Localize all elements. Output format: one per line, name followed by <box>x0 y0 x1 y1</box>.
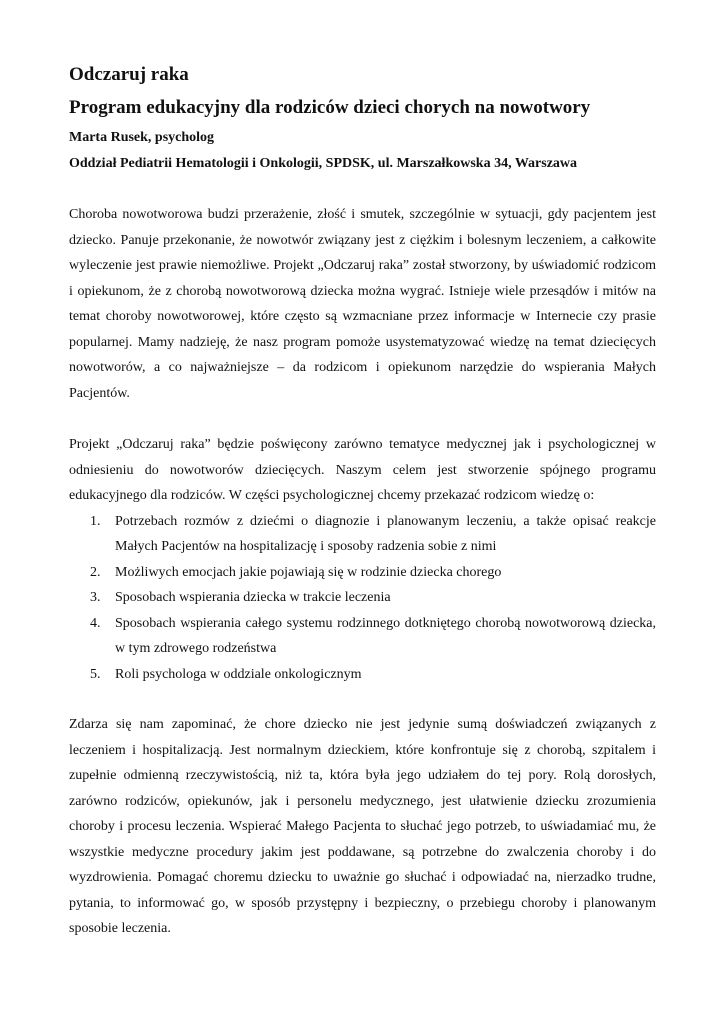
list-item-number: 5. <box>90 666 101 682</box>
paragraph-support: Zdarza się nam zapominać, że chore dziecko nie jest jedynie sumą doświadczeń związanych z leczeniem i hospitalizacją. Jest normalnym dzieckiem, które konfrontuje się z chorobą, szpitalem i zupełnie odmienną rzeczywistością, niż ta, która była jego udziałem do tej pory. Rolą dorosłych, zarówno rodziców, opiekunów, jak i personelu medycznego, jest ułatwienie dziecku zrozumienia choroby i procesu leczenia. Wspierać Małego Pacjenta to słuchać jego potrzeb, to uświadamiać mu, że wszystkie medyczne procedury jakim jest poddawane, są potrzebne do zwalczenia choroby i do wyzdrowienia. Pomagać choremu dziecku to uważnie go słuchać i odpowiadać na, nierzadko trudne, pytania, to informować go, w sposób przystępny i bezpieczny, o przebiegu choroby i planowanym sposobie leczenia. <box>69 717 656 936</box>
list-item-number: 2. <box>90 564 101 580</box>
list-item <box>69 560 656 586</box>
list-item-number: 4. <box>90 615 101 631</box>
list-item-text: Sposobach wspierania całego systemu rodzinnego dotkniętego chorobą nowotworową dziecka, w tym zdrowego rodzeństwa <box>115 615 656 656</box>
document-subtitle: Program edukacyjny dla rodziców dzieci chorych na nowotwory <box>69 97 591 118</box>
paragraph-project: Projekt „Odczaruj raka” będzie poświęcony zarówno tematyce medycznej jak i psychologicznej w odniesieniu do nowotworów dziecięcych. Naszym celem jest stworzenie spójnego programu edukacyjnego dla rodziców. W części psychologicznej chcemy przekazać rodzicom wiedzę o: <box>69 437 656 503</box>
list-item-text: Potrzebach rozmów z dziećmi o diagnozie i planowanym leczeniu, a także opisać reakcje Małych Pacjentów na hospitalizację i sposoby radzenia sobie z nimi <box>115 513 656 554</box>
list-item-text: Roli psychologa w oddziale onkologicznym <box>115 666 362 682</box>
author-line: Marta Rusek, psycholog <box>69 130 215 145</box>
list-item-text: Sposobach wspierania dziecka w trakcie leczenia <box>115 590 391 605</box>
affiliation-line: Oddział Pediatrii Hematologii i Onkologii, SPDSK, ul. Marszałkowska 34, Warszawa <box>69 156 578 171</box>
list-item <box>69 611 656 662</box>
list-item-text: Możliwych emocjach jakie pojawiają się w rodzinie dziecka chorego <box>115 564 502 580</box>
topics-list <box>69 509 656 688</box>
list-item <box>69 585 656 611</box>
list-item <box>69 662 656 688</box>
document-page <box>69 62 656 942</box>
list-item-number: 3. <box>90 590 101 605</box>
list-item-number: 1. <box>90 513 101 529</box>
paragraph-intro: Choroba nowotworowa budzi przerażenie, złość i smutek, szczególnie w sytuacji, gdy pacjentem jest dziecko. Panuje przekonanie, że nowotwór związany jest z ciężkim i bolesnym leczeniem, a całkowite wyleczenie jest prawie niemożliwe. Projekt „Odczaruj raka” został stworzony, by uświadomić rodzicom i opiekunom, że z chorobą nowotworową dziecka można wygrać. Istnieje wiele przesądów i mitów na temat choroby nowotworowej, które często są wzmacniane przez informacje w Internecie czy prasie popularnej. Mamy nadzieję, że nasz program pomoże usystematyzować wiedzę na temat dziecięcych nowotworów, a co najważniejsze – da rodzicom i opiekunom narzędzie do wspierania Małych Pacjentów. <box>69 207 656 401</box>
list-item <box>69 509 656 560</box>
document-title: Odczaruj raka <box>69 64 189 85</box>
